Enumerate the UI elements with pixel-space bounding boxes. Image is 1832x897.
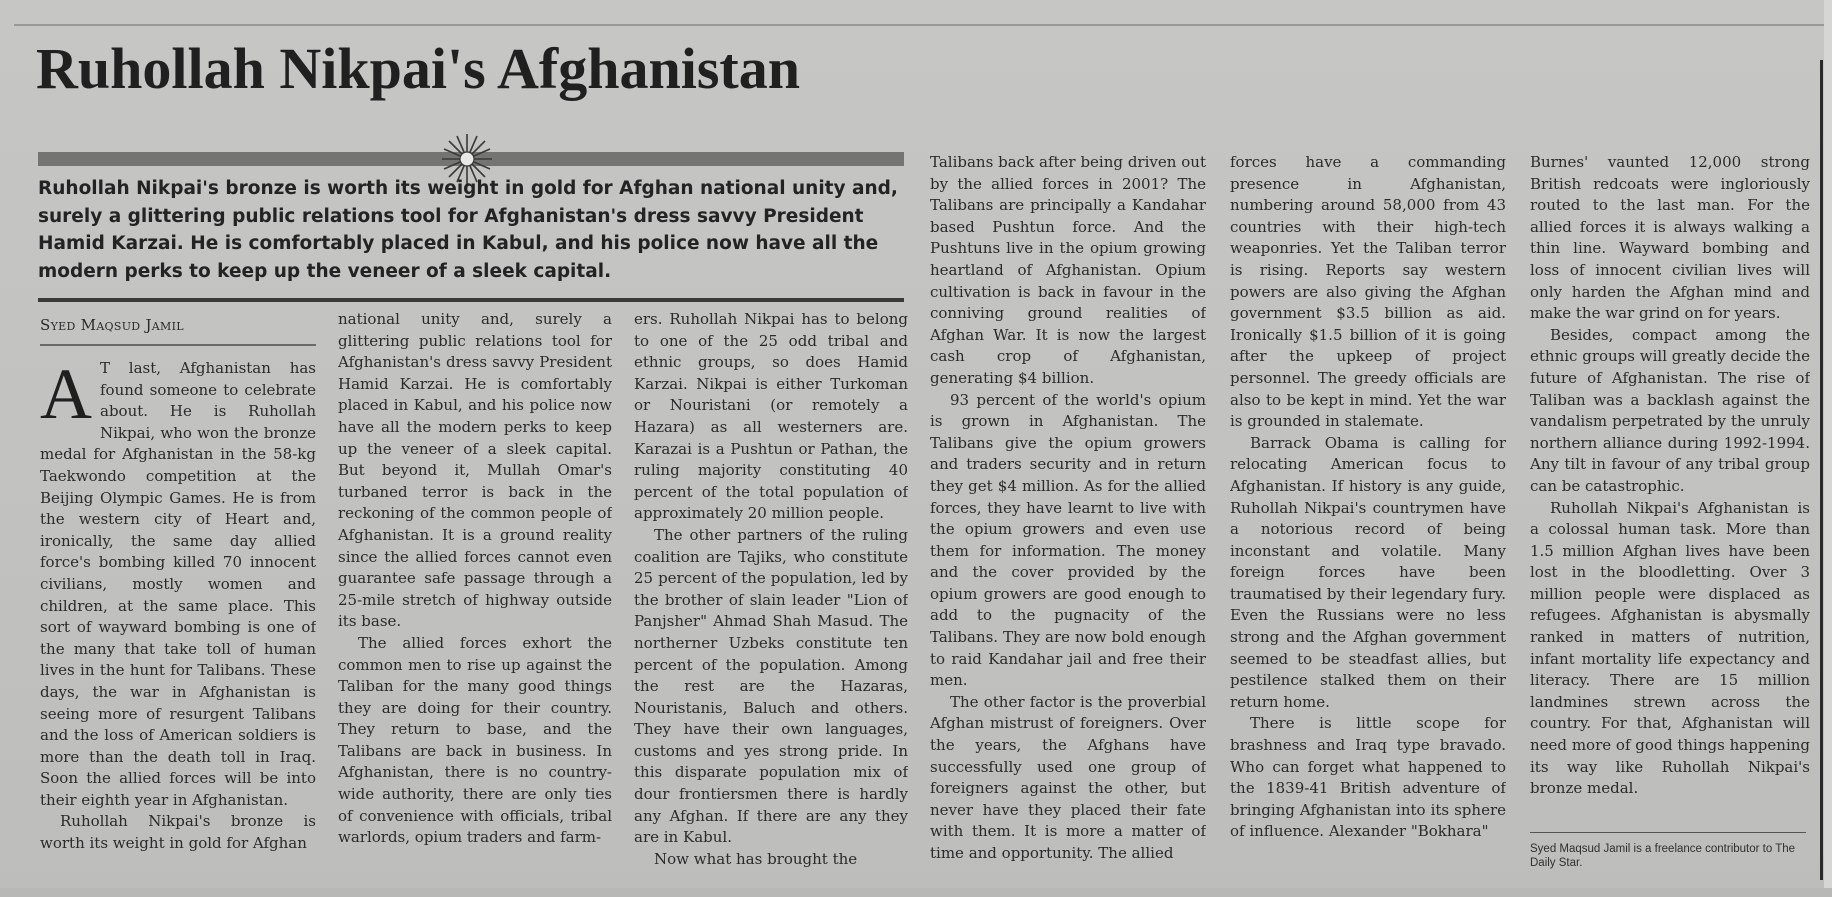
paragraph: Now what has brought the (654, 849, 858, 868)
article-column-6 (1530, 152, 1810, 828)
article-column-4 (930, 152, 1206, 874)
paragraph: forces have a commanding presence in Afghanistan, numbering around 58,000 from 43 countries with their high-tech weaponries. Yet the Taliban terror is rising. Reports say western powers are also giving the Afghan government $3.5 billion as aid. Ironically $1.5 billion of it is going after the upkeep of project personnel. The greedy officials are also to be kept in mind. Yet the war is grounded in stalemate. (1230, 153, 1506, 431)
paragraph: The allied forces exhort the common men to rise up against the Taliban for the many good things they are doing for their country. They return to base, and the Talibans are back in business. In Afghanistan, there is no country-wide authority, there are only ties of convenience with officials, tribal warlords, opium traders and farm- (338, 633, 612, 847)
paragraph: There is little scope for brashness and Iraq type bravado. Who can forget what happened to the 1839-41 British adventure of bringing Afghanistan into its sphere of influence. Alexander "Bokhara" (1230, 714, 1506, 841)
article-column-5 (1230, 152, 1506, 874)
paragraph: 93 percent of the world's opium is grown in Afghanistan. The Talibans give the opium growers and traders security and in return they get $4 million. As for the allied forces, they have learnt to live with the opium growers and even use them for information. The money and the cover provided by the opium growers are good enough to add to the pugnacity of the Talibans. They are now bold enough to raid Kandahar jail and free their men. (930, 390, 1206, 690)
page-edge-right (1824, 0, 1832, 897)
paragraph: Burnes' vaunted 12,000 strong British redcoats were ingloriously routed to the last man. For the allied forces it is always walking a thin line. Wayward bombing and loss of innocent civilian lives will only harden the Afghan mind and make the war grind on for years. (1530, 153, 1810, 323)
paragraph: The other factor is the proverbial Afghan mistrust of foreigners. Over the years, the Afghans have successfully used one group of foreigners against the other, but never have they placed their fate with them. It is more a matter of time and opportunity. The allied (930, 692, 1206, 862)
article-column-3 (634, 309, 908, 874)
deck-rule (38, 298, 904, 302)
paragraph: Besides, compact among the ethnic groups will greatly decide the future of Afghanistan. The rise of Taliban was a backlash against the vandalism perpetrated by the unruly northern alliance during 1992-1994. Any tilt in favour of any tribal group can be catastrophic. (1530, 325, 1810, 495)
page-edge-bottom (0, 888, 1832, 897)
deck-summary: Ruhollah Nikpai's bronze is worth its weight in gold for Afghan national unity and, surely a glittering public relations tool for Afghanistan's dress savvy President Hamid Karzai. He is comfortably placed in Kabul, and his police now have all the modern perks to keep up the veneer of a sleek capital. (38, 178, 898, 282)
drop-cap: A (40, 358, 92, 434)
paragraph: national unity and, surely a glittering public relations tool for Afghanistan's dress savvy President Hamid Karzai. He is comfortably placed in Kabul, and his police now have all the modern perks to keep up the veneer of a sleek capital. But beyond it, Mullah Omar's turbaned terror is back in the reckoning of the common people of Afghanistan. It is a ground reality since the allied forces cannot even guarantee safe passage through a 25-mile stretch of highway outside its base. (338, 310, 612, 631)
paragraph: The other partners of the ruling coalition are Tajiks, who constitute 25 percent of the population, led by the brother of slain leader "Lion of Panjsher" Ahmad Shah Masud. The northerner Uzbeks constitute ten percent of the population. Among the rest are the Hazaras, Nouristanis, Baluch and others. They have their own languages, customs and yes strong pride. In this disparate population mix of dour frontiersmen there is hardly any Afghan. If there are any they are in Kabul. (634, 525, 908, 847)
byline-rule (40, 344, 316, 346)
top-rule (14, 24, 1832, 26)
paragraph: Barrack Obama is calling for relocating American focus to Afghanistan. If history is any guide, Ruhollah Nikpai's countrymen have a notorious record of being inconstant and volatile. Many foreign forces have been traumatised by their legendary fury. Even the Russians were no less strong and the Afghan government seemed to be steadfast allies, but pestilence stalked them on their return home. (1230, 433, 1506, 711)
paragraph: Talibans back after being driven out by the allied forces in 2001? The Talibans are principally a Kandahar based Pushtun force. And the Pushtuns live in the opium growing heartland of Afghanistan. Opium cultivation is back in favour in the conniving ground realities of Afghan War. It is now the largest cash crop of Afghanistan, generating $4 billion. (930, 153, 1206, 387)
paragraph: Ruhollah Nikpai's Afghanistan is a colossal human task. More than 1.5 million Afghan lives have been lost in the bloodletting. Over 3 million people were displaced as refugees. Afghanistan is abysmally ranked in matters of nutrition, infant mortality life expectancy and literacy. There are 15 million landmines strewn across the country. For that, Afghanistan will need more of good things happening its way like Ruhollah Nikpai's bronze medal. (1530, 498, 1810, 798)
paragraph: A T last, Afghanistan has found someone to celebrate about. He is Ruhollah Nikpai, who won the bronze medal for Afghanistan in the 58-kg Taekwondo competition at the Beijing Olympic Games. He is from the western city of Heart and, ironically, the same day allied force's bombing killed 70 innocent civilians, mostly women and children, at the same place. This sort of wayward bombing is one of the many that take toll of human lives in the hunt for Talibans. These days, the war in Afghanistan is seeing more of resurgent Talibans and the loss of American soldiers is more than the death toll in Iraq. Soon the allied forces will be into their eighth year in Afghanistan. (40, 358, 316, 809)
byline: Syed Maqsud Jamil (40, 316, 184, 334)
author-note: Syed Maqsud Jamil is a freelance contributor to The Daily Star. (1530, 843, 1796, 869)
headline: Ruhollah Nikpai's Afghanistan (36, 36, 800, 101)
paragraph: Ruhollah Nikpai's bronze is worth its weight in gold for Afghan (40, 812, 316, 853)
author-note-rule (1530, 832, 1806, 833)
paragraph: ers. Ruhollah Nikpai has to belong to one of the 25 odd tribal and ethnic groups, so does Hamid Karzai. Nikpai is either Turkoman or Nouristani (or remotely a Hazara) as all westerners are. Karazai is a Pushtun or Pathan, the ruling majority constituting 40 percent of the total population of approximately 20 million people. (634, 310, 908, 523)
page-edge-bar (1820, 60, 1823, 880)
article-column-2 (338, 309, 612, 874)
article-column-1 (40, 358, 316, 874)
